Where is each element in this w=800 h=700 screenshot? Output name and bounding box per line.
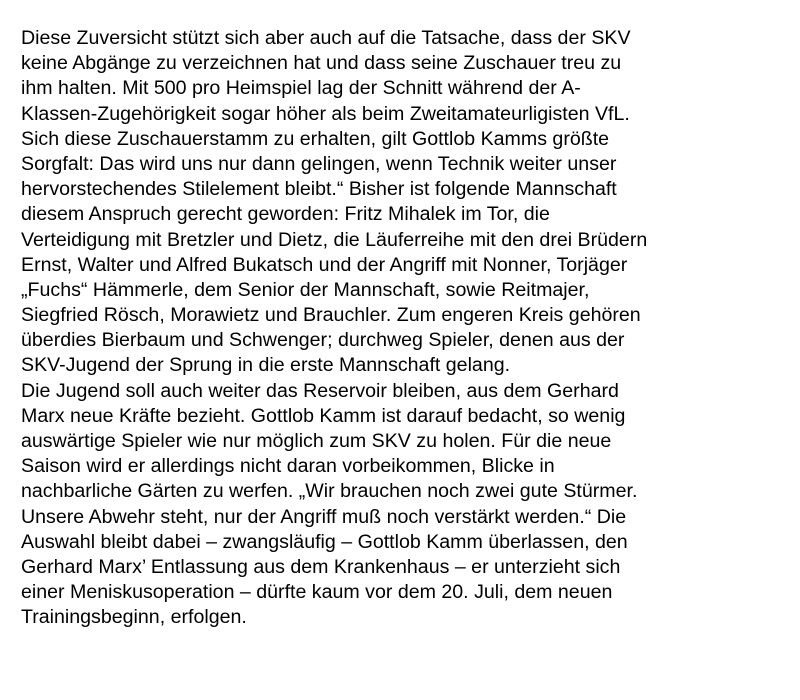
text-line: hervorstechendes Stilelement bleibt.“ Bisher ist folgende Mannschaft <box>21 178 617 201</box>
text-line: Siegfried Rösch, Morawietz und Brauchler. Zum engeren Kreis gehören <box>21 304 641 327</box>
text-line: Marx neue Kräfte bezieht. Gottlob Kamm ist darauf bedacht, so wenig <box>21 404 626 427</box>
text-line: SKV-Jugend der Sprung in die erste Mannschaft gelang. <box>21 354 511 377</box>
text-line: Klassen-Zugehörigkeit sogar höher als beim Zweitamateurligisten VfL. <box>21 102 630 125</box>
text-line: Gerhard Marx’ Entlassung aus dem Krankenhaus – er unterzieht sich <box>21 555 621 578</box>
text-line: Diese Zuversicht stützt sich aber auch auf die Tatsache, dass der SKV <box>21 27 631 49</box>
text-line: keine Abgänge zu verzeichnen hat und dass seine Zuschauer treu zu <box>21 52 622 75</box>
text-line: einer Meniskusoperation – dürfte kaum vor dem 20. Juli, dem neuen <box>21 581 613 604</box>
article-text <box>21 26 791 631</box>
text-line: Sorgfalt: Das wird uns nur dann gelingen, wenn Technik weiter unser <box>21 152 617 175</box>
text-line: Auswahl bleibt dabei – zwangsläufig – Gottlob Kamm überlassen, den <box>21 530 628 553</box>
text-line: Verteidigung mit Bretzler und Dietz, die Läuferreihe mit den drei Brüdern <box>21 228 648 251</box>
text-line: diesem Anspruch gerecht geworden: Fritz Mihalek im Tor, die <box>21 203 550 226</box>
text-line: Saison wird er allerdings nicht daran vorbeikommen, Blicke in <box>21 455 555 478</box>
text-line: auswärtige Spieler wie nur möglich zum SKV zu holen. Für die neue <box>21 430 612 452</box>
text-line: Trainingsbeginn, erfolgen. <box>21 606 247 629</box>
text-line: „Fuchs“ Hämmerle, dem Senior der Mannschaft, sowie Reitmajer, <box>21 278 590 301</box>
text-line: überdies Bierbaum und Schwenger; durchweg Spieler, denen aus der <box>21 329 625 352</box>
text-line: Unsere Abwehr steht, nur der Angriff muß noch verstärkt werden.“ Die <box>21 505 627 528</box>
text-line: nachbarliche Gärten zu werfen. „Wir brauchen noch zwei gute Stürmer. <box>21 480 638 503</box>
text-line: Sich diese Zuschauerstamm zu erhalten, gilt Gottlob Kamms größte <box>21 127 610 150</box>
text-line: Die Jugend soll auch weiter das Reservoir bleiben, aus dem Gerhard <box>21 379 619 402</box>
text-line: Ernst, Walter und Alfred Bukatsch und der Angriff mit Nonner, Torjäger <box>21 253 628 276</box>
text-line: ihm halten. Mit 500 pro Heimspiel lag der Schnitt während der A- <box>21 77 581 100</box>
